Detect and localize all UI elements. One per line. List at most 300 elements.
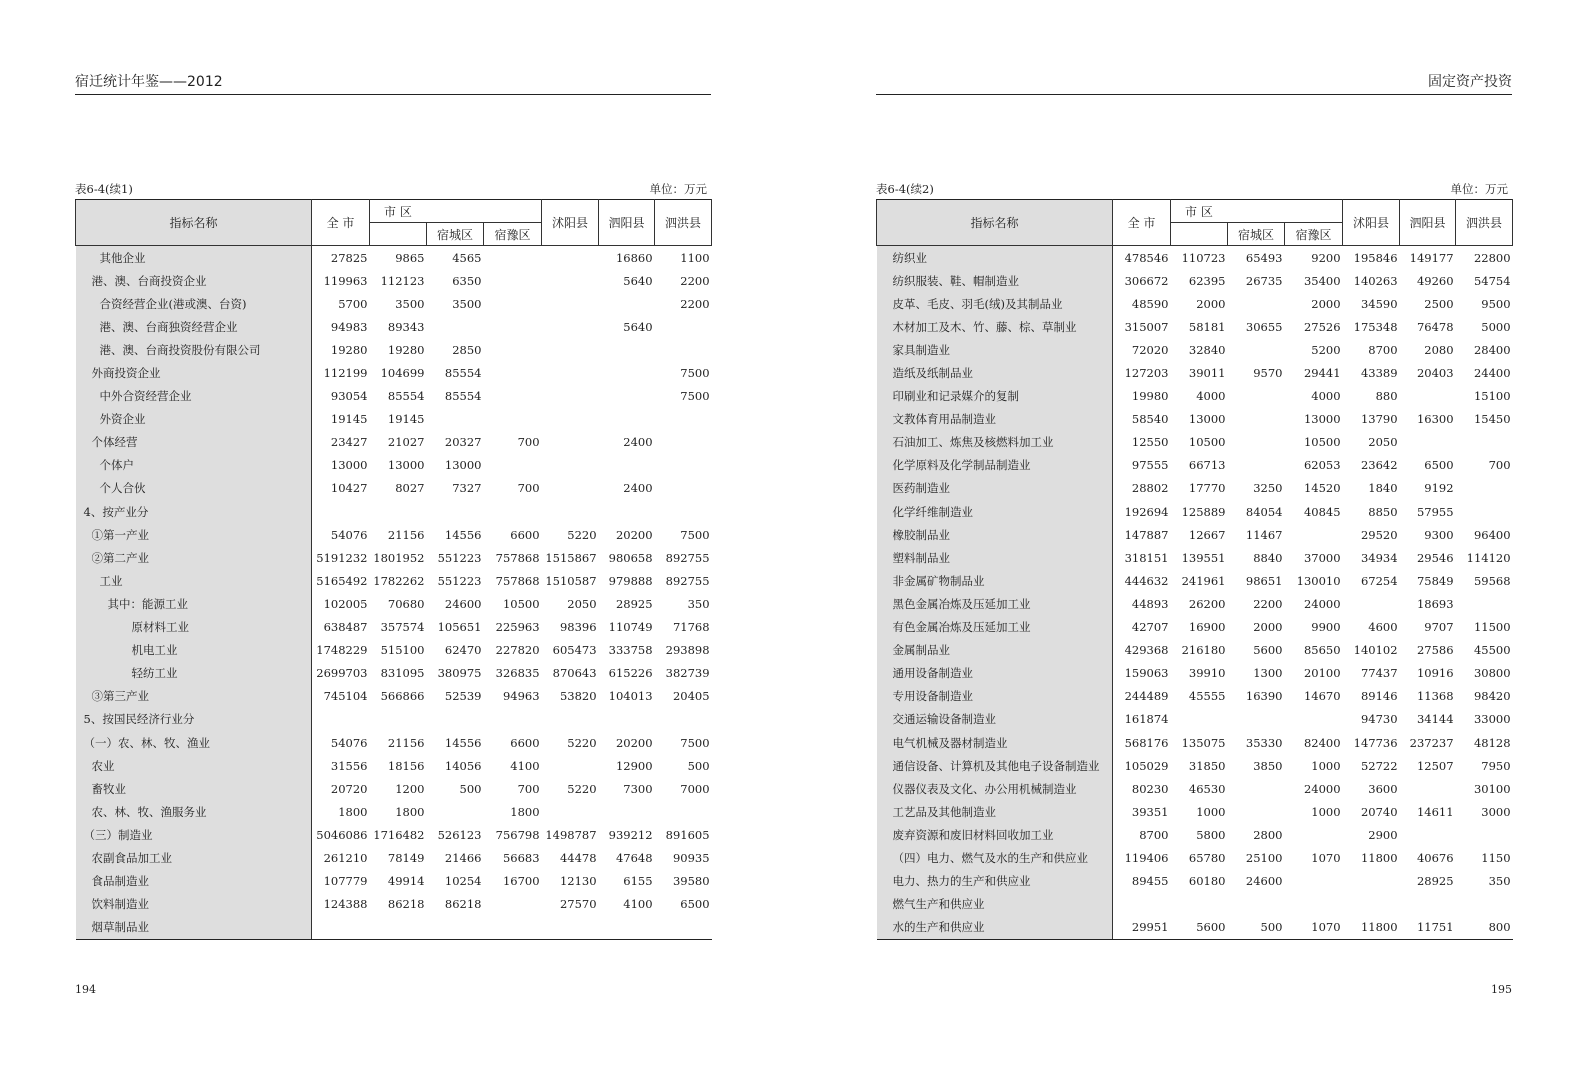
cell-value: 45500: [1473, 643, 1511, 658]
cell-value: 105651: [437, 620, 482, 635]
running-head-title: 宿迁统计年鉴——2012: [75, 74, 223, 90]
cell-value: 700: [517, 781, 540, 796]
cell-value: 35330: [1245, 735, 1283, 750]
cell-value: 80230: [1131, 781, 1169, 796]
cell-value: 40676: [1416, 850, 1454, 865]
cell-value: 227820: [495, 643, 540, 658]
cell-value: 3250: [1253, 481, 1283, 496]
row-label: 纺织业: [877, 246, 1113, 270]
cell-value: 20327: [444, 435, 482, 450]
cell-value: 84054: [1245, 504, 1283, 519]
cell-value: 112199: [323, 366, 368, 381]
table-row: [76, 385, 712, 408]
cell-value: [484, 708, 542, 731]
table-row: [76, 500, 712, 523]
cell-value: 35400: [1303, 273, 1341, 288]
row-label: 其他企业: [76, 246, 312, 270]
cell-value: 20720: [330, 781, 368, 796]
row-label: 轻纺工业: [76, 662, 312, 685]
cell-value: 93054: [330, 389, 368, 404]
cell-value: 24400: [1473, 366, 1511, 381]
row-label: 电气机械及器材制造业: [877, 731, 1113, 754]
cell-value: 5640: [623, 273, 653, 288]
cell-value: 98420: [1473, 689, 1511, 704]
cell-value: 20405: [672, 689, 710, 704]
cell-value: 96400: [1473, 527, 1511, 542]
cell-value: 244489: [1124, 689, 1169, 704]
header-indicator-name: 指标名称: [76, 200, 312, 246]
cell-value: [599, 500, 655, 523]
cell-value: 107779: [323, 874, 368, 889]
cell-value: 114120: [1466, 550, 1511, 565]
cell-value: 7950: [1481, 758, 1511, 773]
table-row: [877, 292, 1513, 315]
cell-value: 94730: [1360, 712, 1398, 727]
row-label: 烟草制品业: [76, 916, 312, 940]
cell-value: [542, 361, 599, 384]
cell-value: 9570: [1253, 366, 1283, 381]
table-row: [76, 616, 712, 639]
cell-value: 1800: [395, 804, 425, 819]
table-row: [877, 246, 1513, 270]
cell-value: 104013: [608, 689, 653, 704]
cell-value: 27526: [1303, 319, 1341, 334]
cell-value: 5220: [567, 527, 597, 542]
cell-value: 15450: [1473, 412, 1511, 427]
cell-value: 2000: [1311, 296, 1341, 311]
header-sucheng: 宿城区: [1228, 223, 1285, 246]
cell-value: 147887: [1124, 527, 1169, 542]
table-row: [76, 569, 712, 592]
cell-value: 892755: [665, 550, 710, 565]
cell-value: [312, 916, 370, 940]
cell-value: 94963: [502, 689, 540, 704]
cell-value: 30655: [1245, 319, 1283, 334]
data-table: [75, 199, 712, 940]
cell-value: [1285, 870, 1343, 893]
cell-value: 892755: [665, 573, 710, 588]
cell-value: 33000: [1473, 712, 1511, 727]
row-label: 黑色金属冶炼及压延加工业: [877, 592, 1113, 615]
cell-value: 46530: [1188, 781, 1226, 796]
cell-value: 216180: [1181, 643, 1226, 658]
table-row: [877, 708, 1513, 731]
cell-value: 77437: [1360, 666, 1398, 681]
cell-value: 22800: [1473, 250, 1511, 265]
table-row: [877, 846, 1513, 869]
cell-value: 7500: [680, 527, 710, 542]
cell-value: [484, 292, 542, 315]
cell-value: 89455: [1131, 874, 1169, 889]
cell-value: 159063: [1124, 666, 1169, 681]
cell-value: 7300: [623, 781, 653, 796]
table-row: [76, 338, 712, 361]
row-label: 5、按国民经济行业分: [76, 708, 312, 731]
cell-value: 357574: [380, 620, 425, 635]
cell-value: 7500: [680, 366, 710, 381]
cell-value: 7327: [452, 481, 482, 496]
cell-value: 31850: [1188, 758, 1226, 773]
cell-value: 43389: [1360, 366, 1398, 381]
cell-value: [1228, 292, 1285, 315]
cell-value: 30800: [1473, 666, 1511, 681]
cell-value: 140263: [1353, 273, 1398, 288]
cell-value: 4000: [1311, 389, 1341, 404]
cell-value: 306672: [1124, 273, 1169, 288]
cell-value: [655, 916, 712, 940]
cell-value: [1228, 893, 1285, 916]
running-head: [75, 74, 711, 95]
cell-value: 6600: [510, 735, 540, 750]
table-row: [877, 569, 1513, 592]
cell-value: 13000: [330, 458, 368, 473]
cell-value: 30100: [1473, 781, 1511, 796]
cell-value: [599, 292, 655, 315]
cell-value: 40845: [1303, 504, 1341, 519]
cell-value: 10254: [444, 874, 482, 889]
cell-value: 5165492: [316, 573, 368, 588]
table-row: [877, 800, 1513, 823]
cell-value: 20740: [1360, 804, 1398, 819]
cell-value: 1070: [1311, 850, 1341, 865]
cell-value: 1801952: [373, 550, 425, 565]
cell-value: [1456, 431, 1513, 454]
cell-value: 880: [1375, 389, 1398, 404]
cell-value: 98396: [559, 620, 597, 635]
cell-value: 568176: [1124, 735, 1169, 750]
cell-value: 21156: [387, 527, 425, 542]
row-label: 其中：能源工业: [76, 592, 312, 615]
cell-value: 17770: [1188, 481, 1226, 496]
cell-value: 53820: [559, 689, 597, 704]
cell-value: 5200: [1311, 342, 1341, 357]
cell-value: [1113, 893, 1171, 916]
page-number: 195: [1491, 983, 1512, 996]
row-label: ①第一产业: [76, 523, 312, 546]
cell-value: [370, 500, 427, 523]
cell-value: 25100: [1245, 850, 1283, 865]
cell-value: 7500: [680, 389, 710, 404]
data-table: [876, 199, 1513, 940]
cell-value: 10916: [1416, 666, 1454, 681]
cell-value: 700: [517, 481, 540, 496]
cell-value: 11467: [1245, 527, 1283, 542]
row-label: 工艺品及其他制造业: [877, 800, 1113, 823]
cell-value: 44893: [1131, 596, 1169, 611]
cell-value: 478546: [1124, 250, 1169, 265]
cell-value: [655, 500, 712, 523]
cell-value: 7000: [680, 781, 710, 796]
cell-value: 10500: [502, 596, 540, 611]
cell-value: 12507: [1416, 758, 1454, 773]
row-label: 有色金属冶炼及压延加工业: [877, 616, 1113, 639]
table-caption: [876, 181, 1512, 197]
cell-value: 2800: [1253, 827, 1283, 842]
cell-value: 54076: [330, 527, 368, 542]
row-label: 医药制造业: [877, 477, 1113, 500]
cell-value: [542, 338, 599, 361]
cell-value: [655, 454, 712, 477]
table-row: [76, 754, 712, 777]
cell-value: 119406: [1124, 850, 1169, 865]
cell-value: [427, 500, 484, 523]
cell-value: [427, 800, 484, 823]
table-row: [877, 361, 1513, 384]
cell-value: 110723: [1181, 250, 1226, 265]
table-row: [76, 431, 712, 454]
cell-value: [542, 800, 599, 823]
cell-value: 78149: [387, 850, 425, 865]
cell-value: 104699: [380, 366, 425, 381]
header-city-total: 全 市: [1113, 200, 1171, 246]
row-label: 饮料制造业: [76, 893, 312, 916]
cell-value: 1300: [1253, 666, 1283, 681]
cell-value: 29441: [1303, 366, 1341, 381]
cell-value: [1285, 708, 1343, 731]
cell-value: 62395: [1188, 273, 1226, 288]
cell-value: 1000: [1196, 804, 1226, 819]
cell-value: 97555: [1131, 458, 1169, 473]
header-suyu: 宿豫区: [1285, 223, 1343, 246]
cell-value: 16390: [1245, 689, 1283, 704]
cell-value: 870643: [552, 666, 597, 681]
cell-value: 225963: [495, 620, 540, 635]
cell-value: 12900: [615, 758, 653, 773]
row-label: 石油加工、炼焦及核燃料加工业: [877, 431, 1113, 454]
cell-value: 195846: [1353, 250, 1398, 265]
cell-value: 39580: [672, 874, 710, 889]
row-label: 化学纤维制造业: [877, 500, 1113, 523]
cell-value: 429368: [1124, 643, 1169, 658]
header-suyu: 宿豫区: [484, 223, 542, 246]
cell-value: 333758: [608, 643, 653, 658]
row-label: 橡胶制品业: [877, 523, 1113, 546]
cell-value: 2400: [623, 481, 653, 496]
cell-value: 86218: [387, 897, 425, 912]
row-label: 港、澳、台商独资经营企业: [76, 315, 312, 338]
cell-value: 4100: [510, 758, 540, 773]
cell-value: 26200: [1188, 596, 1226, 611]
row-label: 造纸及纸制品业: [877, 361, 1113, 384]
cell-value: 21466: [444, 850, 482, 865]
row-label: （三）制造业: [76, 823, 312, 846]
cell-value: 5000: [1481, 319, 1511, 334]
table-row: [76, 246, 712, 270]
cell-value: 318151: [1124, 550, 1169, 565]
row-label: 中外合资经营企业: [76, 385, 312, 408]
cell-value: [427, 408, 484, 431]
cell-value: 500: [687, 758, 710, 773]
cell-value: [655, 800, 712, 823]
cell-value: 615226: [608, 666, 653, 681]
row-label: 合资经营企业(港或澳、台资): [76, 292, 312, 315]
cell-value: 980658: [608, 550, 653, 565]
cell-value: 130010: [1296, 573, 1341, 588]
cell-value: [655, 431, 712, 454]
row-label: 4、按产业分: [76, 500, 312, 523]
cell-value: 2000: [1253, 620, 1283, 635]
cell-value: [484, 315, 542, 338]
cell-value: 5640: [623, 319, 653, 334]
cell-value: 500: [459, 781, 482, 796]
row-label: 个人合伙: [76, 477, 312, 500]
cell-value: [484, 500, 542, 523]
cell-value: [542, 431, 599, 454]
cell-value: 5220: [567, 735, 597, 750]
left-page: [75, 0, 711, 1077]
cell-value: 3500: [395, 296, 425, 311]
cell-value: 4100: [623, 897, 653, 912]
cell-value: 4565: [452, 250, 482, 265]
cell-value: 831095: [380, 666, 425, 681]
row-label: ③第三产业: [76, 685, 312, 708]
header-urban-district: 市 区: [370, 200, 542, 223]
table-row: [877, 454, 1513, 477]
cell-value: 241961: [1181, 573, 1226, 588]
cell-value: 14611: [1416, 804, 1454, 819]
cell-value: [655, 708, 712, 731]
cell-value: [1171, 708, 1228, 731]
cell-value: 54076: [330, 735, 368, 750]
cell-value: 125889: [1181, 504, 1226, 519]
row-label: 水的生产和供应业: [877, 916, 1113, 940]
cell-value: 85554: [444, 366, 482, 381]
cell-value: 11751: [1400, 916, 1456, 940]
cell-value: 380975: [437, 666, 482, 681]
cell-value: [599, 800, 655, 823]
cell-value: 1000: [1311, 758, 1341, 773]
cell-value: 350: [687, 596, 710, 611]
table-row: [877, 523, 1513, 546]
cell-value: [1285, 523, 1343, 546]
cell-value: 1800: [510, 804, 540, 819]
cell-value: 605473: [552, 643, 597, 658]
cell-value: [1343, 870, 1400, 893]
cell-value: [1456, 477, 1513, 500]
cell-value: 2400: [623, 435, 653, 450]
cell-value: 54754: [1473, 273, 1511, 288]
cell-value: [1343, 592, 1400, 615]
cell-value: 19280: [387, 342, 425, 357]
cell-value: [542, 408, 599, 431]
cell-value: [1400, 823, 1456, 846]
row-label: 皮革、毛皮、羽毛(绒)及其制品业: [877, 292, 1113, 315]
cell-value: 89146: [1360, 689, 1398, 704]
table-row: [76, 685, 712, 708]
table-row: [76, 361, 712, 384]
cell-value: [542, 708, 599, 731]
table-row: [877, 431, 1513, 454]
cell-value: 350: [1488, 874, 1511, 889]
row-label: 个体经营: [76, 431, 312, 454]
row-label: 纺织服装、鞋、帽制造业: [877, 269, 1113, 292]
cell-value: 18156: [387, 758, 425, 773]
cell-value: 147736: [1353, 735, 1398, 750]
table-number: 表6-4(续2): [876, 182, 934, 196]
cell-value: 192694: [1124, 504, 1169, 519]
header-sihong: 泗洪县: [655, 200, 712, 246]
table-row: [76, 800, 712, 823]
cell-value: 315007: [1124, 319, 1169, 334]
cell-value: 5600: [1253, 643, 1283, 658]
row-label: 农副食品加工业: [76, 846, 312, 869]
cell-value: [484, 385, 542, 408]
cell-value: 52722: [1360, 758, 1398, 773]
cell-value: 293898: [665, 643, 710, 658]
table-row: [76, 546, 712, 569]
cell-value: 551223: [437, 550, 482, 565]
cell-value: [542, 246, 599, 270]
cell-value: [655, 338, 712, 361]
cell-value: 5220: [567, 781, 597, 796]
cell-value: [312, 500, 370, 523]
cell-value: [484, 269, 542, 292]
cell-value: 7500: [680, 735, 710, 750]
cell-value: 19145: [330, 412, 368, 427]
cell-value: [1400, 893, 1456, 916]
cell-value: 5191232: [316, 550, 368, 565]
table-row: [76, 315, 712, 338]
cell-value: 3500: [452, 296, 482, 311]
table-row: [877, 870, 1513, 893]
cell-value: [427, 708, 484, 731]
row-label: 废弃资源和废旧材料回收加工业: [877, 823, 1113, 846]
cell-value: [655, 477, 712, 500]
cell-value: 19145: [387, 412, 425, 427]
cell-value: 2050: [1368, 435, 1398, 450]
cell-value: 39910: [1188, 666, 1226, 681]
cell-value: 24600: [1245, 874, 1283, 889]
cell-value: [599, 408, 655, 431]
cell-value: 6350: [452, 273, 482, 288]
cell-value: 5800: [1196, 827, 1226, 842]
cell-value: 757868: [495, 573, 540, 588]
cell-value: 12130: [559, 874, 597, 889]
cell-value: 700: [517, 435, 540, 450]
table-row: [877, 731, 1513, 754]
cell-value: [1285, 823, 1343, 846]
cell-value: 13790: [1360, 412, 1398, 427]
cell-value: 71768: [672, 620, 710, 635]
cell-value: [542, 385, 599, 408]
header-urban-district: 市 区: [1171, 200, 1343, 223]
cell-value: [542, 500, 599, 523]
row-label: 金属制品业: [877, 639, 1113, 662]
cell-value: 23642: [1360, 458, 1398, 473]
cell-value: 6500: [680, 897, 710, 912]
cell-value: 19980: [1131, 389, 1169, 404]
cell-value: 13000: [444, 458, 482, 473]
cell-value: 11800: [1343, 916, 1400, 940]
table-row: [76, 823, 712, 846]
cell-value: 1716482: [373, 827, 425, 842]
cell-value: 500: [1228, 916, 1285, 940]
cell-value: 2699703: [316, 666, 368, 681]
cell-value: 89343: [387, 319, 425, 334]
row-label: 通信设备、计算机及其他电子设备制造业: [877, 754, 1113, 777]
table-row: [76, 731, 712, 754]
row-label: 农、林、牧、渔服务业: [76, 800, 312, 823]
cell-value: 24000: [1303, 596, 1341, 611]
row-label: 印刷业和记录媒介的复制: [877, 385, 1113, 408]
cell-value: [599, 338, 655, 361]
cell-value: 21156: [387, 735, 425, 750]
cell-value: [599, 385, 655, 408]
cell-value: 49260: [1416, 273, 1454, 288]
table-row: [76, 893, 712, 916]
row-label: 农业: [76, 754, 312, 777]
cell-value: 1000: [1311, 804, 1341, 819]
